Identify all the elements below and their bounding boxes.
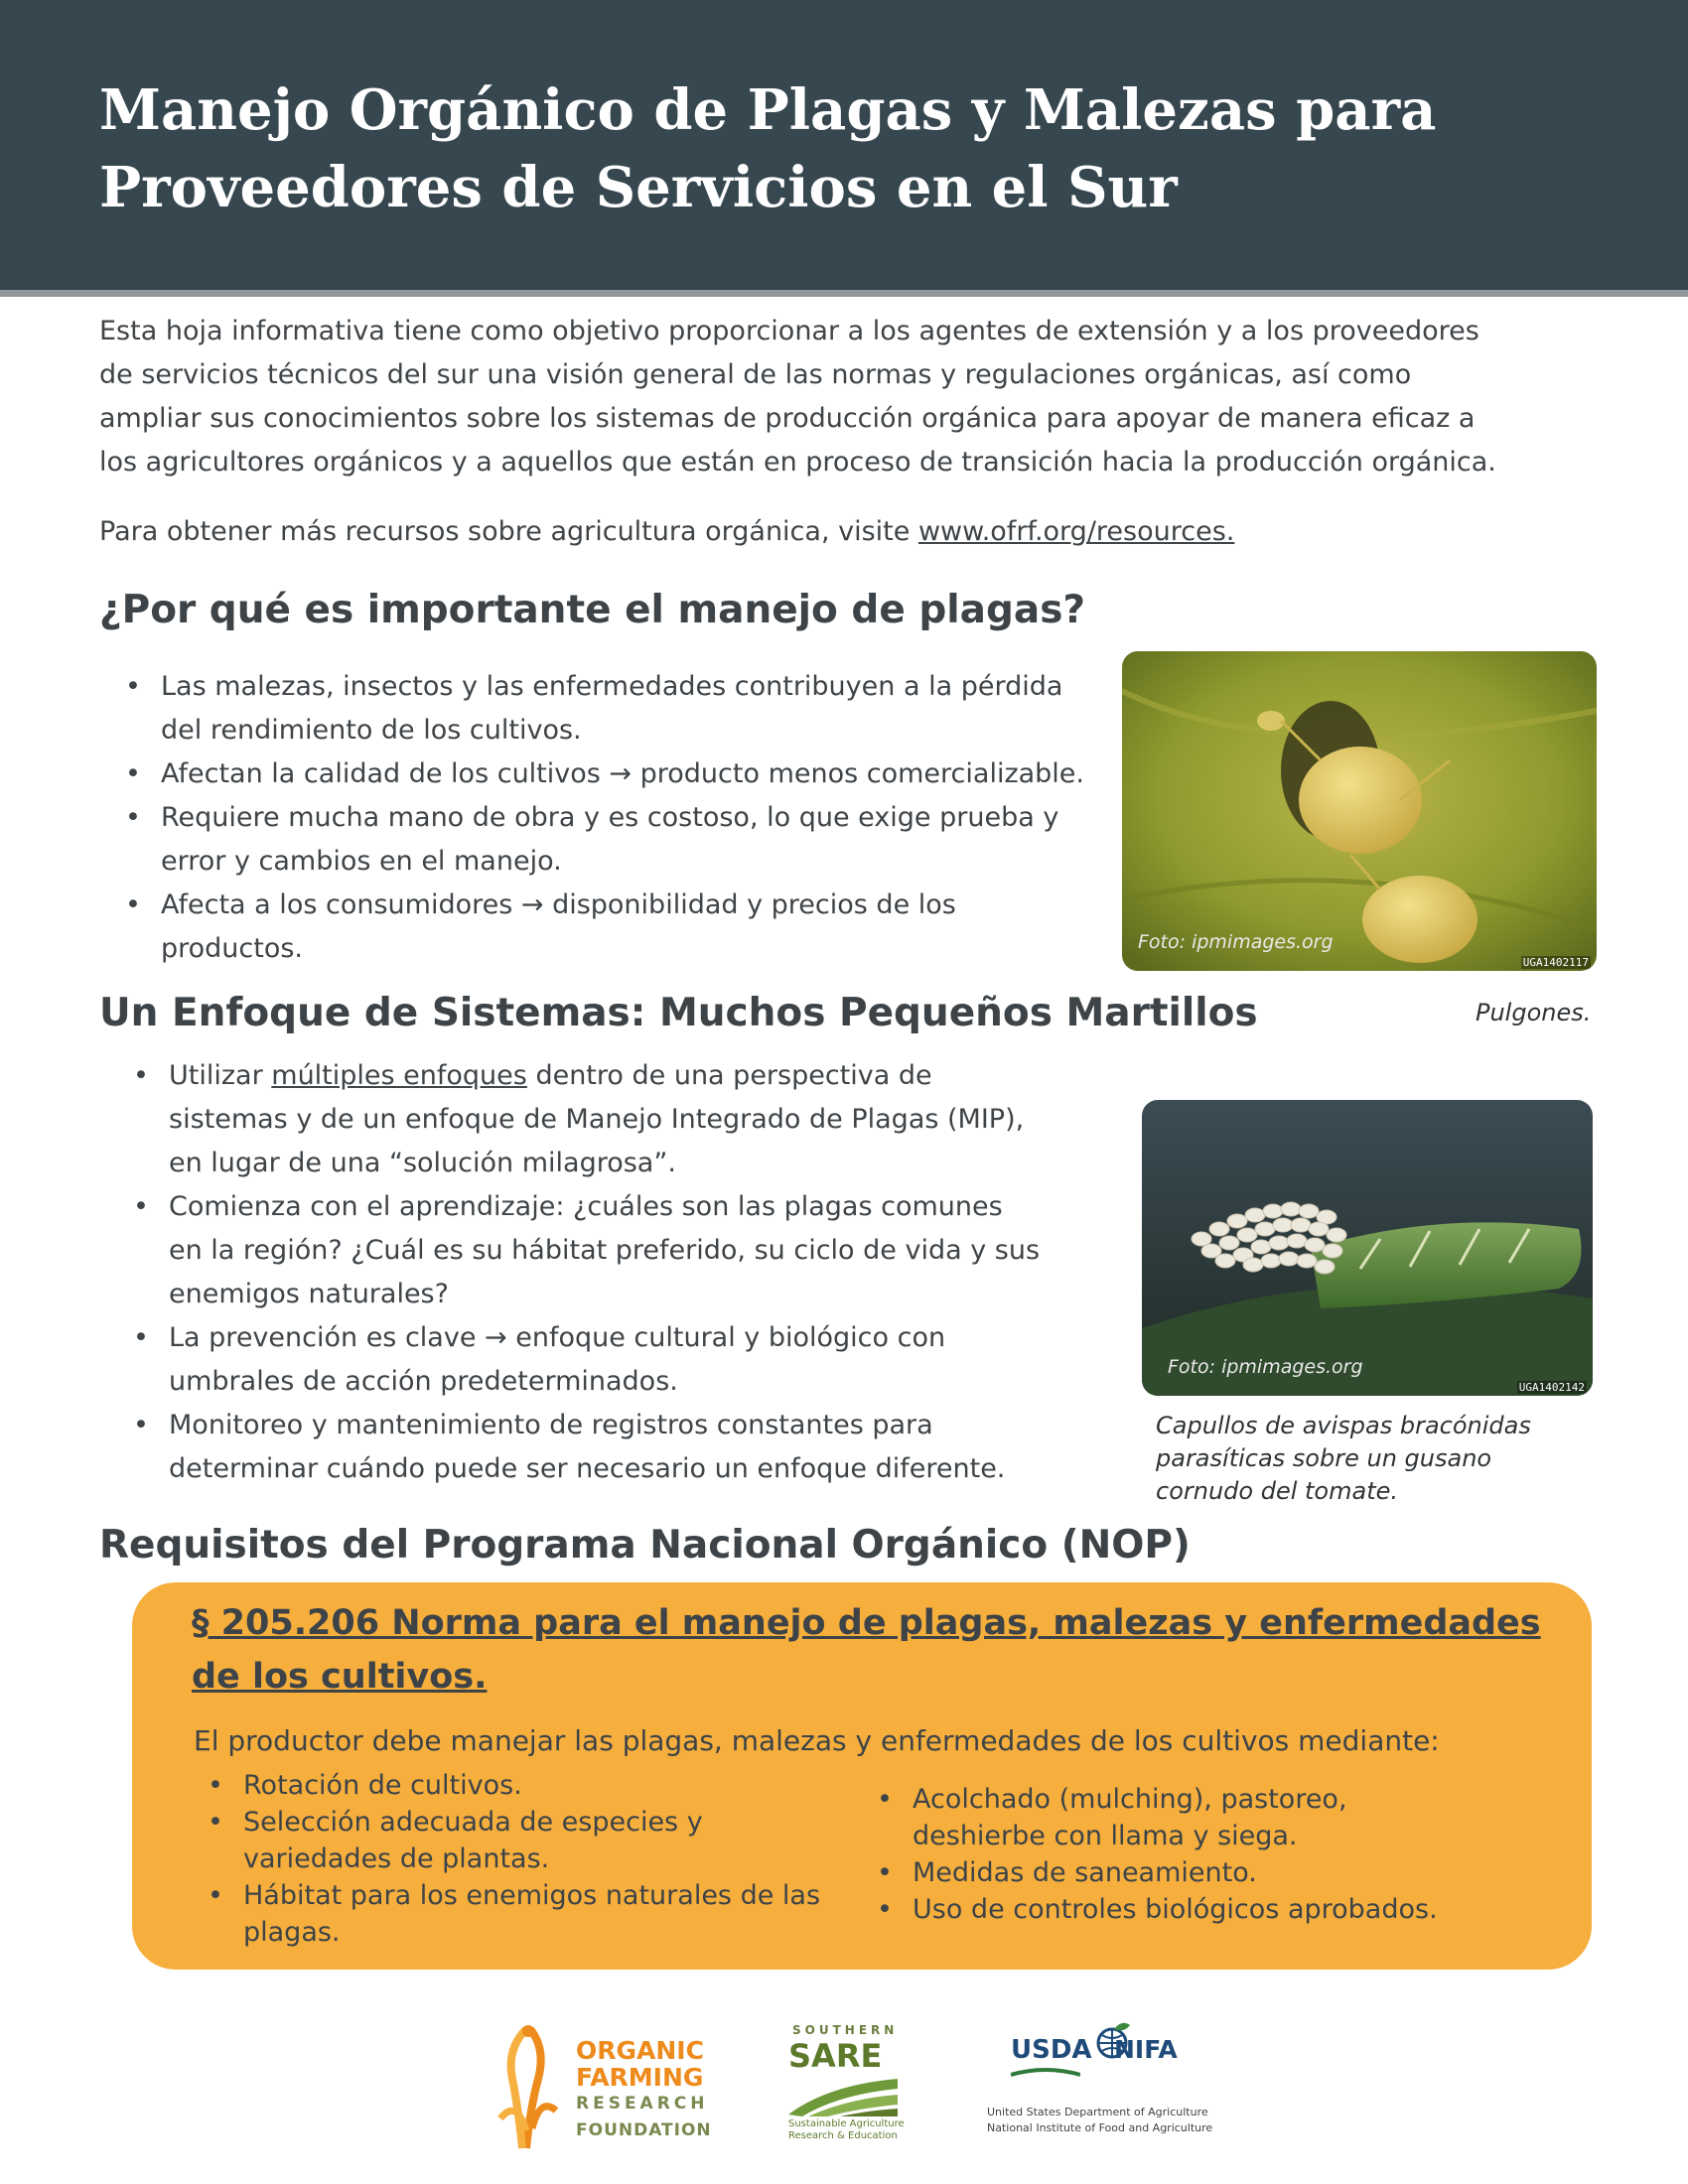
multiple-approaches-link[interactable]: múltiples enfoques — [271, 1060, 527, 1091]
list-item — [863, 1854, 1518, 1891]
hornworm-image — [1142, 1100, 1593, 1396]
photo-code: UGA1402117 — [1522, 956, 1589, 969]
list-item-line: • Uso de controles biológicos aprobados. — [913, 1894, 1438, 1925]
logo-text: Sustainable Agriculture — [788, 2118, 905, 2129]
heading-systems-approach: Un Enfoque de Sistemas: Muchos Pequeños Martillos — [99, 991, 1258, 1035]
aphids-caption: Pulgones. — [1476, 999, 1592, 1026]
list-item — [99, 752, 1112, 796]
photo-code: UGA1402142 — [1518, 1381, 1585, 1394]
logo-text: United States Department of Agriculture — [987, 2106, 1208, 2118]
intro-paragraph — [99, 310, 1618, 484]
header-divider — [0, 290, 1688, 297]
list-item-line: deshierbe con llama y siega. — [913, 1821, 1298, 1851]
logo-text: National Institute of Food and Agriculture — [987, 2121, 1213, 2134]
southern-sare-logo — [784, 2019, 923, 2158]
logo-text: Research & Education — [788, 2130, 898, 2141]
systems-list — [107, 1054, 1120, 1491]
logo-text: SARE — [788, 2037, 883, 2075]
caption-line: parasíticas sobre un gusano — [1156, 1444, 1492, 1472]
list-item — [99, 884, 1112, 971]
photo-credit: Foto: ipmimages.org — [1168, 1356, 1363, 1378]
list-item-line: • Afectan la calidad de los cultivos → producto menos comercializable. — [161, 758, 1084, 789]
list-item — [863, 1891, 1518, 1928]
hornworm-caption — [1156, 1410, 1531, 1508]
page-title — [99, 71, 1609, 226]
list-item-line: plagas. — [243, 1917, 341, 1948]
usda-nifa-logo — [983, 2013, 1211, 2162]
list-item — [194, 1767, 829, 1804]
logo-text: NIFA — [1114, 2035, 1178, 2064]
list-item-line: • Comienza con el aprendizaje: ¿cuáles son las plagas comunes — [169, 1191, 1003, 1222]
resources-link[interactable]: www.ofrf.org/resources. — [917, 516, 1235, 547]
list-item-line: en la región? ¿Cuál es su hábitat preferido, su ciclo de vida y sus — [169, 1235, 1041, 1266]
list-item — [99, 665, 1112, 752]
list-item-line: • Monitoreo y mantenimiento de registros constantes para — [169, 1410, 933, 1440]
list-item-line: variedades de plantas. — [243, 1843, 550, 1874]
sare-subtitle — [788, 2118, 905, 2142]
list-item — [863, 1781, 1518, 1854]
logo-text: FOUNDATION — [576, 2120, 712, 2140]
list-item — [107, 1185, 1120, 1316]
list-item-line: productos. — [161, 933, 304, 964]
intro-line: de servicios técnicos del sur una visión general de las normas y regulaciones orgánicas, así como — [99, 359, 1412, 390]
list-item-line: • Medidas de saneamiento. — [913, 1857, 1257, 1888]
resources-paragraph — [99, 510, 1234, 554]
list-item — [99, 796, 1112, 884]
list-item — [194, 1804, 829, 1877]
nop-rule-title-line: de los cultivos. — [192, 1657, 488, 1697]
logo-text: RESEARCH — [576, 2094, 709, 2114]
list-item-line: • Acolchado (mulching), pastoreo, — [913, 1784, 1347, 1815]
intro-line: ampliar sus conocimientos sobre los sistemas de producción orgánica para apoyar de manera eficaz a — [99, 403, 1476, 434]
why-list — [99, 665, 1112, 971]
list-item-line: • Las malezas, insectos y las enfermedades contribuyen a la pérdida — [161, 671, 1063, 702]
ofrf-wordmark — [576, 2037, 712, 2144]
list-item-line — [169, 1054, 1120, 1098]
list-item-line: umbrales de acción predeterminados. — [169, 1366, 678, 1397]
ofrf-logo — [487, 2019, 725, 2158]
list-item-line: enemigos naturales? — [169, 1279, 449, 1309]
text-fragment: Utilizar — [169, 1060, 272, 1091]
list-item-line: error y cambios en el manejo. — [161, 846, 562, 877]
logo-text: FARMING — [576, 2063, 704, 2092]
hornworm-photo — [1142, 1100, 1593, 1396]
list-item-line: • Requiere mucha mano de obra y es costoso, lo que exige prueba y — [161, 802, 1059, 833]
resources-prefix: Para obtener más recursos sobre agricultura orgánica, visite — [99, 516, 918, 547]
text-fragment: dentro de una perspectiva de — [526, 1060, 932, 1091]
nop-rule-title-link[interactable] — [192, 1596, 1562, 1704]
logo-text: SOUTHERN — [792, 2023, 899, 2037]
intro-line: los agricultores orgánicos y a aquellos que están en proceso de transición hacia la producción orgánica. — [99, 447, 1496, 478]
heading-why-pest-management: ¿Por qué es importante el manejo de plagas? — [99, 588, 1086, 632]
heading-nop-requirements: Requisitos del Programa Nacional Orgánico (NOP) — [99, 1523, 1191, 1568]
usda-subtitle — [987, 2105, 1212, 2136]
caption-line: cornudo del tomate. — [1156, 1477, 1398, 1505]
list-item-line: sistemas y de un enfoque de Manejo Integrado de Plagas (MIP), — [169, 1104, 1025, 1135]
logo-text: USDA — [1011, 2035, 1092, 2065]
caption-line: Capullos de avispas bracónidas — [1156, 1412, 1531, 1439]
nop-rule-title-line: § 205.206 Norma para el manejo de plagas, malezas y enfermedades — [192, 1603, 1541, 1643]
logo-text: ORGANIC — [576, 2036, 704, 2065]
list-item-line: del rendimiento de los cultivos. — [161, 715, 582, 746]
list-item-line: • Hábitat para los enemigos naturales de las — [243, 1880, 821, 1911]
nop-list-right — [863, 1781, 1518, 1928]
nop-list-left — [194, 1767, 829, 1951]
photo-credit: Foto: ipmimages.org — [1138, 931, 1334, 953]
nop-lead-text: El productor debe manejar las plagas, malezas y enfermedades de los cultivos mediante: — [194, 1724, 1440, 1757]
page-title-line: Manejo Orgánico de Plagas y Malezas para — [99, 77, 1437, 143]
list-item — [107, 1316, 1120, 1404]
list-item-line: • Afecta a los consumidores → disponibilidad y precios de los — [161, 889, 956, 920]
list-item-line: • La prevención es clave → enfoque cultural y biológico con — [169, 1322, 946, 1353]
field-rows-icon — [788, 2075, 898, 2116]
list-item — [107, 1054, 1120, 1185]
corn-icon — [487, 2019, 574, 2158]
intro-line: Esta hoja informativa tiene como objetivo proporcionar a los agentes de extensión y a los proveedores — [99, 316, 1479, 346]
list-item-line: determinar cuándo puede ser necesario un enfoque diferente. — [169, 1453, 1006, 1484]
list-item — [194, 1877, 829, 1951]
list-item-line: • Selección adecuada de especies y — [243, 1807, 703, 1838]
aphids-image — [1122, 651, 1597, 971]
list-item-line: • Rotación de cultivos. — [243, 1770, 522, 1801]
nop-rule-box — [132, 1582, 1592, 1970]
list-item — [107, 1404, 1120, 1491]
list-item-line: en lugar de una “solución milagrosa”. — [169, 1148, 676, 1178]
page-title-line: Proveedores de Servicios en el Sur — [99, 155, 1178, 220]
usda-underline-icon — [1011, 2067, 1080, 2077]
footer-logos — [0, 2009, 1688, 2178]
aphids-photo — [1122, 651, 1597, 971]
